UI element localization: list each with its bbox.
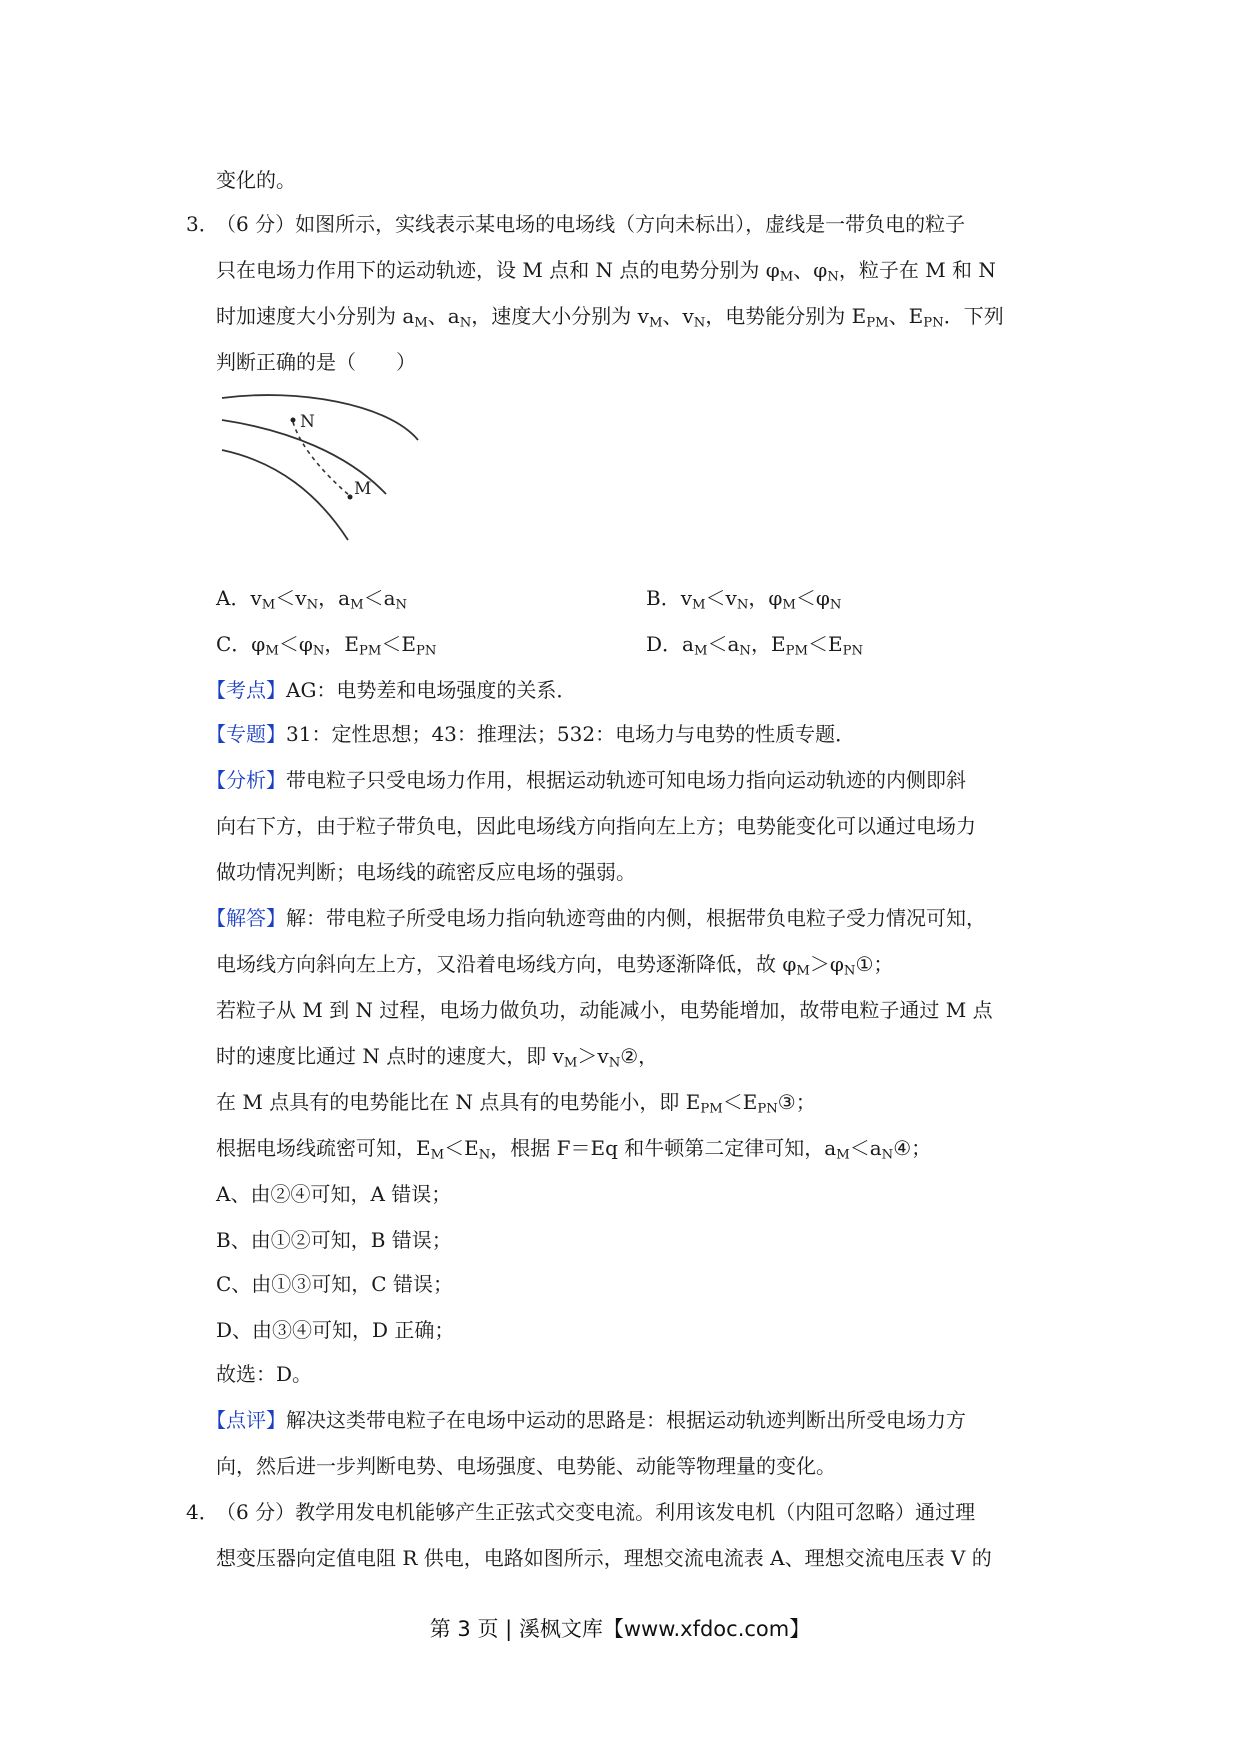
- jieda-selection: 故选：D。: [216, 1362, 313, 1386]
- field-line-top: [222, 395, 418, 440]
- zhuanti-line: 【专题】31：定性思想；43：推理法；532：电场力与电势的性质专题．: [206, 722, 856, 746]
- q3-stem-line-2: 只在电场力作用下的运动轨迹，设 M 点和 N 点的电势分别为 $\varphi_M$、$\varphi_N$，粒子在 M 和 N: [216, 258, 996, 285]
- point-m-marker: [348, 495, 353, 500]
- field-line-bottom: [222, 450, 348, 540]
- point-n-marker: [291, 418, 296, 423]
- jieda-option-c: C、由①③可知，C 错误；: [216, 1272, 453, 1296]
- q3-stem-line-4: 判断正确的是（ ）: [216, 350, 416, 374]
- fenxi-line-3: 做功情况判断；电场线的疏密反应电场的强弱。: [216, 860, 636, 884]
- jieda-option-d: D、由③④可知，D 正确；: [216, 1318, 455, 1342]
- dianping-line-2: 向，然后进一步判断电势、电场强度、电势能、动能等物理量的变化。: [216, 1454, 836, 1478]
- q4-stem-line-2: 想变压器向定值电阻 R 供电，电路如图所示，理想交流电流表 A、理想交流电压表 V 的: [216, 1546, 992, 1570]
- q3-number: 3．: [186, 212, 219, 236]
- jieda-option-b: B、由①②可知，B 错误；: [216, 1228, 452, 1252]
- label-m: M: [354, 479, 372, 499]
- jieda-line-2: 电场线方向斜向左上方，又沿着电场线方向，电势逐渐降低，故 $\varphi_M>\varphi_N①$；: [216, 952, 894, 979]
- q3-stem-line-3: 时加速度大小分别为 $a_M$、$a_N$，速度大小分别为 $v_M$、$v_N$，电势能分别为 $E_{PM}$、$E_{PN}$．下列: [216, 304, 1004, 331]
- jieda-tag: 【解答】: [206, 906, 286, 930]
- page-footer: 第 3 页 | 溪枫文库【www.xfdoc.com】: [429, 1617, 811, 1641]
- dianping-tag: 【点评】: [206, 1408, 286, 1432]
- fenxi-tag: 【分析】: [206, 768, 286, 792]
- kaodian-tag: 【考点】: [206, 678, 286, 702]
- prev-tail-text: 变化的。: [216, 168, 296, 192]
- option-a: A．$v_M<v_N$，$a_M<a_N$: [216, 586, 408, 613]
- electric-field-figure: [218, 394, 428, 544]
- label-n: N: [300, 412, 315, 432]
- q4-number: 4．: [186, 1500, 219, 1524]
- jieda-line-4: 时的速度比通过 N 点时的速度大，即 $v_M>v_N②$，: [216, 1044, 659, 1071]
- option-b: B．$v_M<v_N$，$\varphi_M<\varphi_N$: [646, 586, 842, 613]
- fenxi-line-1: 【分析】带电粒子只受电场力作用，根据运动轨迹可知电场力指向运动轨迹的内侧即斜: [206, 768, 966, 792]
- option-c: C．$\varphi_M<\varphi_N$，$E_{PM}<E_{PN}$: [216, 632, 437, 659]
- zhuanti-tag: 【专题】: [206, 722, 286, 746]
- fenxi-line-2: 向右下方，由于粒子带负电，因此电场线方向指向左上方；电势能变化可以通过电场力: [216, 814, 976, 838]
- jieda-option-a: A、由②④可知，A 错误；: [216, 1182, 452, 1206]
- option-d: D．$a_M<a_N$，$E_{PM}<E_{PN}$: [646, 632, 863, 659]
- jieda-line-5: 在 M 点具有的电势能比在 N 点具有的电势能小，即 $E_{PM}<E_{PN}③$；: [216, 1090, 816, 1117]
- q4-stem-line-1: （6 分）教学用发电机能够产生正弦式交变电流。利用该发电机（内阻可忽略）通过理: [216, 1500, 976, 1524]
- kaodian-line: 【考点】AG：电势差和电场强度的关系．: [206, 678, 577, 702]
- q3-stem-line-1: （6 分）如图所示，实线表示某电场的电场线（方向未标出），虚线是一带负电的粒子: [216, 212, 966, 236]
- dianping-line-1: 【点评】解决这类带电粒子在电场中运动的思路是：根据运动轨迹判断出所受电场力方: [206, 1408, 966, 1432]
- jieda-line-1: 【解答】解：带电粒子所受电场力指向轨迹弯曲的内侧，根据带负电粒子受力情况可知，: [206, 906, 986, 930]
- jieda-line-6: 根据电场线疏密可知，$E_M<E_N$，根据 F＝Eq 和牛顿第二定律可知，$a_M<a_N④$；: [216, 1136, 932, 1163]
- jieda-line-3: 若粒子从 M 到 N 过程，电场力做负功，动能减小，电势能增加，故带电粒子通过 M 点: [216, 998, 993, 1022]
